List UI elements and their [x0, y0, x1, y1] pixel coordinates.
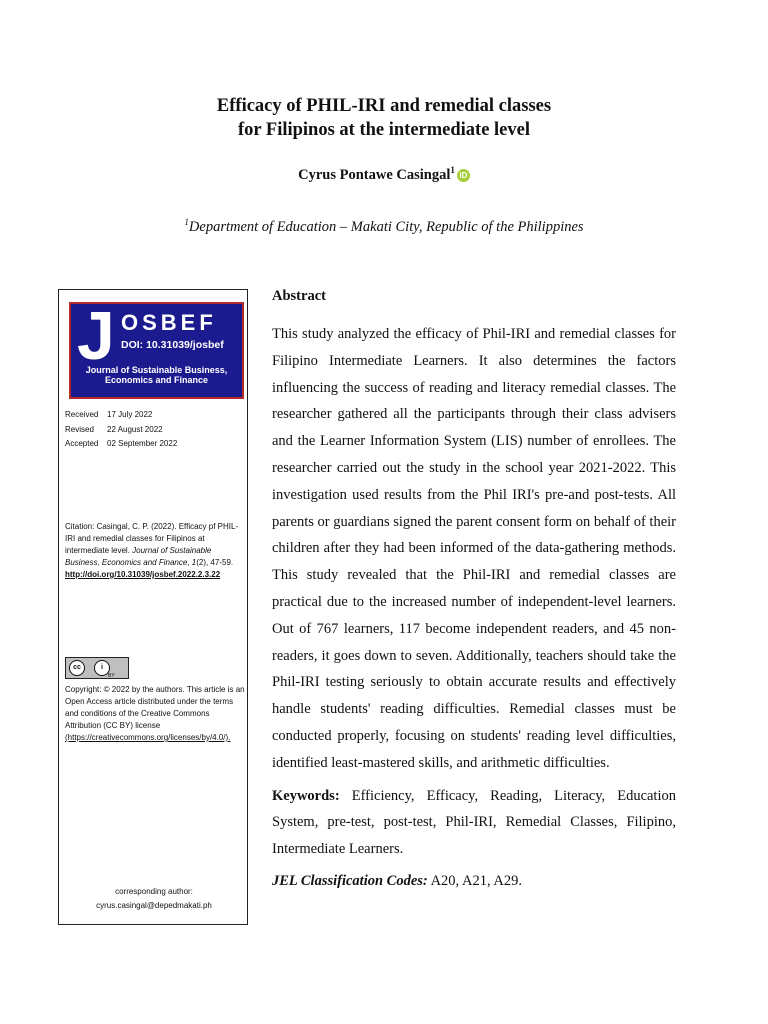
paper-title-line-2: for Filipinos at the intermediate level [237, 120, 530, 140]
citation-pages: (2), 47-59. [196, 558, 234, 567]
copyright-text: Copyright: © 2022 by the authors. This article is an Open Access article distributed under the terms and conditions of the Creative Commons Attribution (CC BY) license [65, 685, 245, 730]
jel-label: JEL Classification Codes: [272, 872, 428, 889]
orcid-icon[interactable]: iD [457, 169, 470, 182]
author-affiliation-marker: 1 [450, 165, 455, 175]
date-value: 17 July 2022 [107, 410, 153, 419]
date-value: 02 September 2022 [107, 439, 178, 448]
citation-text: Citation: Casingal, C. P. (2022). Efficacy pf PHIL-IRI and remedial classes for Filipinos at intermediate level. [65, 522, 239, 555]
license-by-label: BY [108, 673, 115, 679]
date-received [65, 408, 177, 423]
corresponding-author-email[interactable]: cyrus.casingal@depedmakati.ph [96, 901, 212, 910]
journal-logo-fullname-line-1: Journal of Sustainable Business, [85, 365, 228, 375]
paper-title [0, 94, 768, 142]
citation-journal: Journal of Sustainable Business, Economics and Finance [65, 546, 212, 567]
cc-by-license-icon[interactable] [65, 657, 129, 679]
jel-codes [272, 870, 676, 892]
date-label: Received [65, 410, 99, 419]
journal-logo-fullname-line-2: Economics and Finance [104, 375, 209, 385]
attribution-icon: i [94, 660, 110, 676]
corresponding-author [59, 885, 249, 913]
citation-volume: 1 [191, 558, 197, 567]
date-accepted [65, 437, 177, 452]
license-link[interactable]: (https://creativecommons.org/licenses/by/4.0/). [65, 733, 231, 742]
affiliation-marker: 1 [184, 217, 189, 227]
citation-block [65, 521, 245, 581]
journal-logo [69, 302, 244, 399]
date-label: Accepted [65, 439, 99, 448]
jel-text: A20, A21, A29. [427, 872, 523, 889]
copyright-notice [65, 684, 245, 744]
creative-commons-icon: cc [69, 660, 85, 676]
article-dates [65, 408, 177, 452]
date-label: Revised [65, 424, 94, 434]
citation-doi-link[interactable]: http://doi.org/10.31039/josbef.2022.2.3.22 [65, 570, 221, 579]
abstract-body: This study analyzed the efficacy of Phil-IRI and remedial classes for Filipino Intermediate Learners. It also determines the factors influencing the success of reading and literacy remedial classes. The researcher gathered all the participants through their class advisers and the Learner Information System (LIS) number of enrollees. The researcher carried out the study in the school year 2021-2022. This investigation used results from the Phil IRI's pre-and post-tests. All parents or guardians signed the parent consent form on behalf of their children after they had been informed of the data-gathering methods. This study revealed that the Phil-IRI and remedial classes are practical due to the increased number of independent-level learners. Out of 767 learners, 117 become independent readers, and 45 non-readers, it goes down to seven. Additionally, teachers should take the Phil-IRI testing seriously to obtain accurate results and effectively handle students' reading difficulties. Remedial classes must be conducted properly, focusing on students' reading level difficulties, identified least-mastered skills, and arithmetic difficulties. [272, 326, 676, 771]
citation-volume-separator: , [187, 558, 192, 567]
affiliation [0, 217, 768, 236]
corresponding-author-label: corresponding author: [115, 887, 193, 896]
journal-logo-doi: DOI: 10.31039/josbef [121, 339, 224, 351]
journal-logo-fullname [75, 365, 238, 385]
article-info-sidebar [58, 289, 248, 925]
affiliation-text: Department of Education – Makati City, Republic of the Philippines [188, 218, 584, 235]
author-line [0, 165, 768, 184]
journal-logo-name: OSBEF [121, 310, 217, 335]
paper-title-line-1: Efficacy of PHIL-IRI and remedial classes [216, 96, 552, 116]
keywords [272, 783, 676, 863]
journal-logo-letter: J [77, 302, 115, 374]
abstract-heading: Abstract [272, 288, 326, 304]
date-value: 22 August 2022 [107, 424, 163, 434]
keywords-text: Efficiency, Efficacy, Reading, Literacy, Education System, pre-test, post-test, Phil-IRI, Remedial Classes, Filipino, Intermediate Learners. [272, 787, 676, 858]
author-name: Cyrus Pontawe Casingal [298, 166, 451, 183]
date-revised [65, 423, 177, 438]
keywords-label: Keywords: [272, 787, 340, 804]
abstract-section [272, 285, 676, 892]
